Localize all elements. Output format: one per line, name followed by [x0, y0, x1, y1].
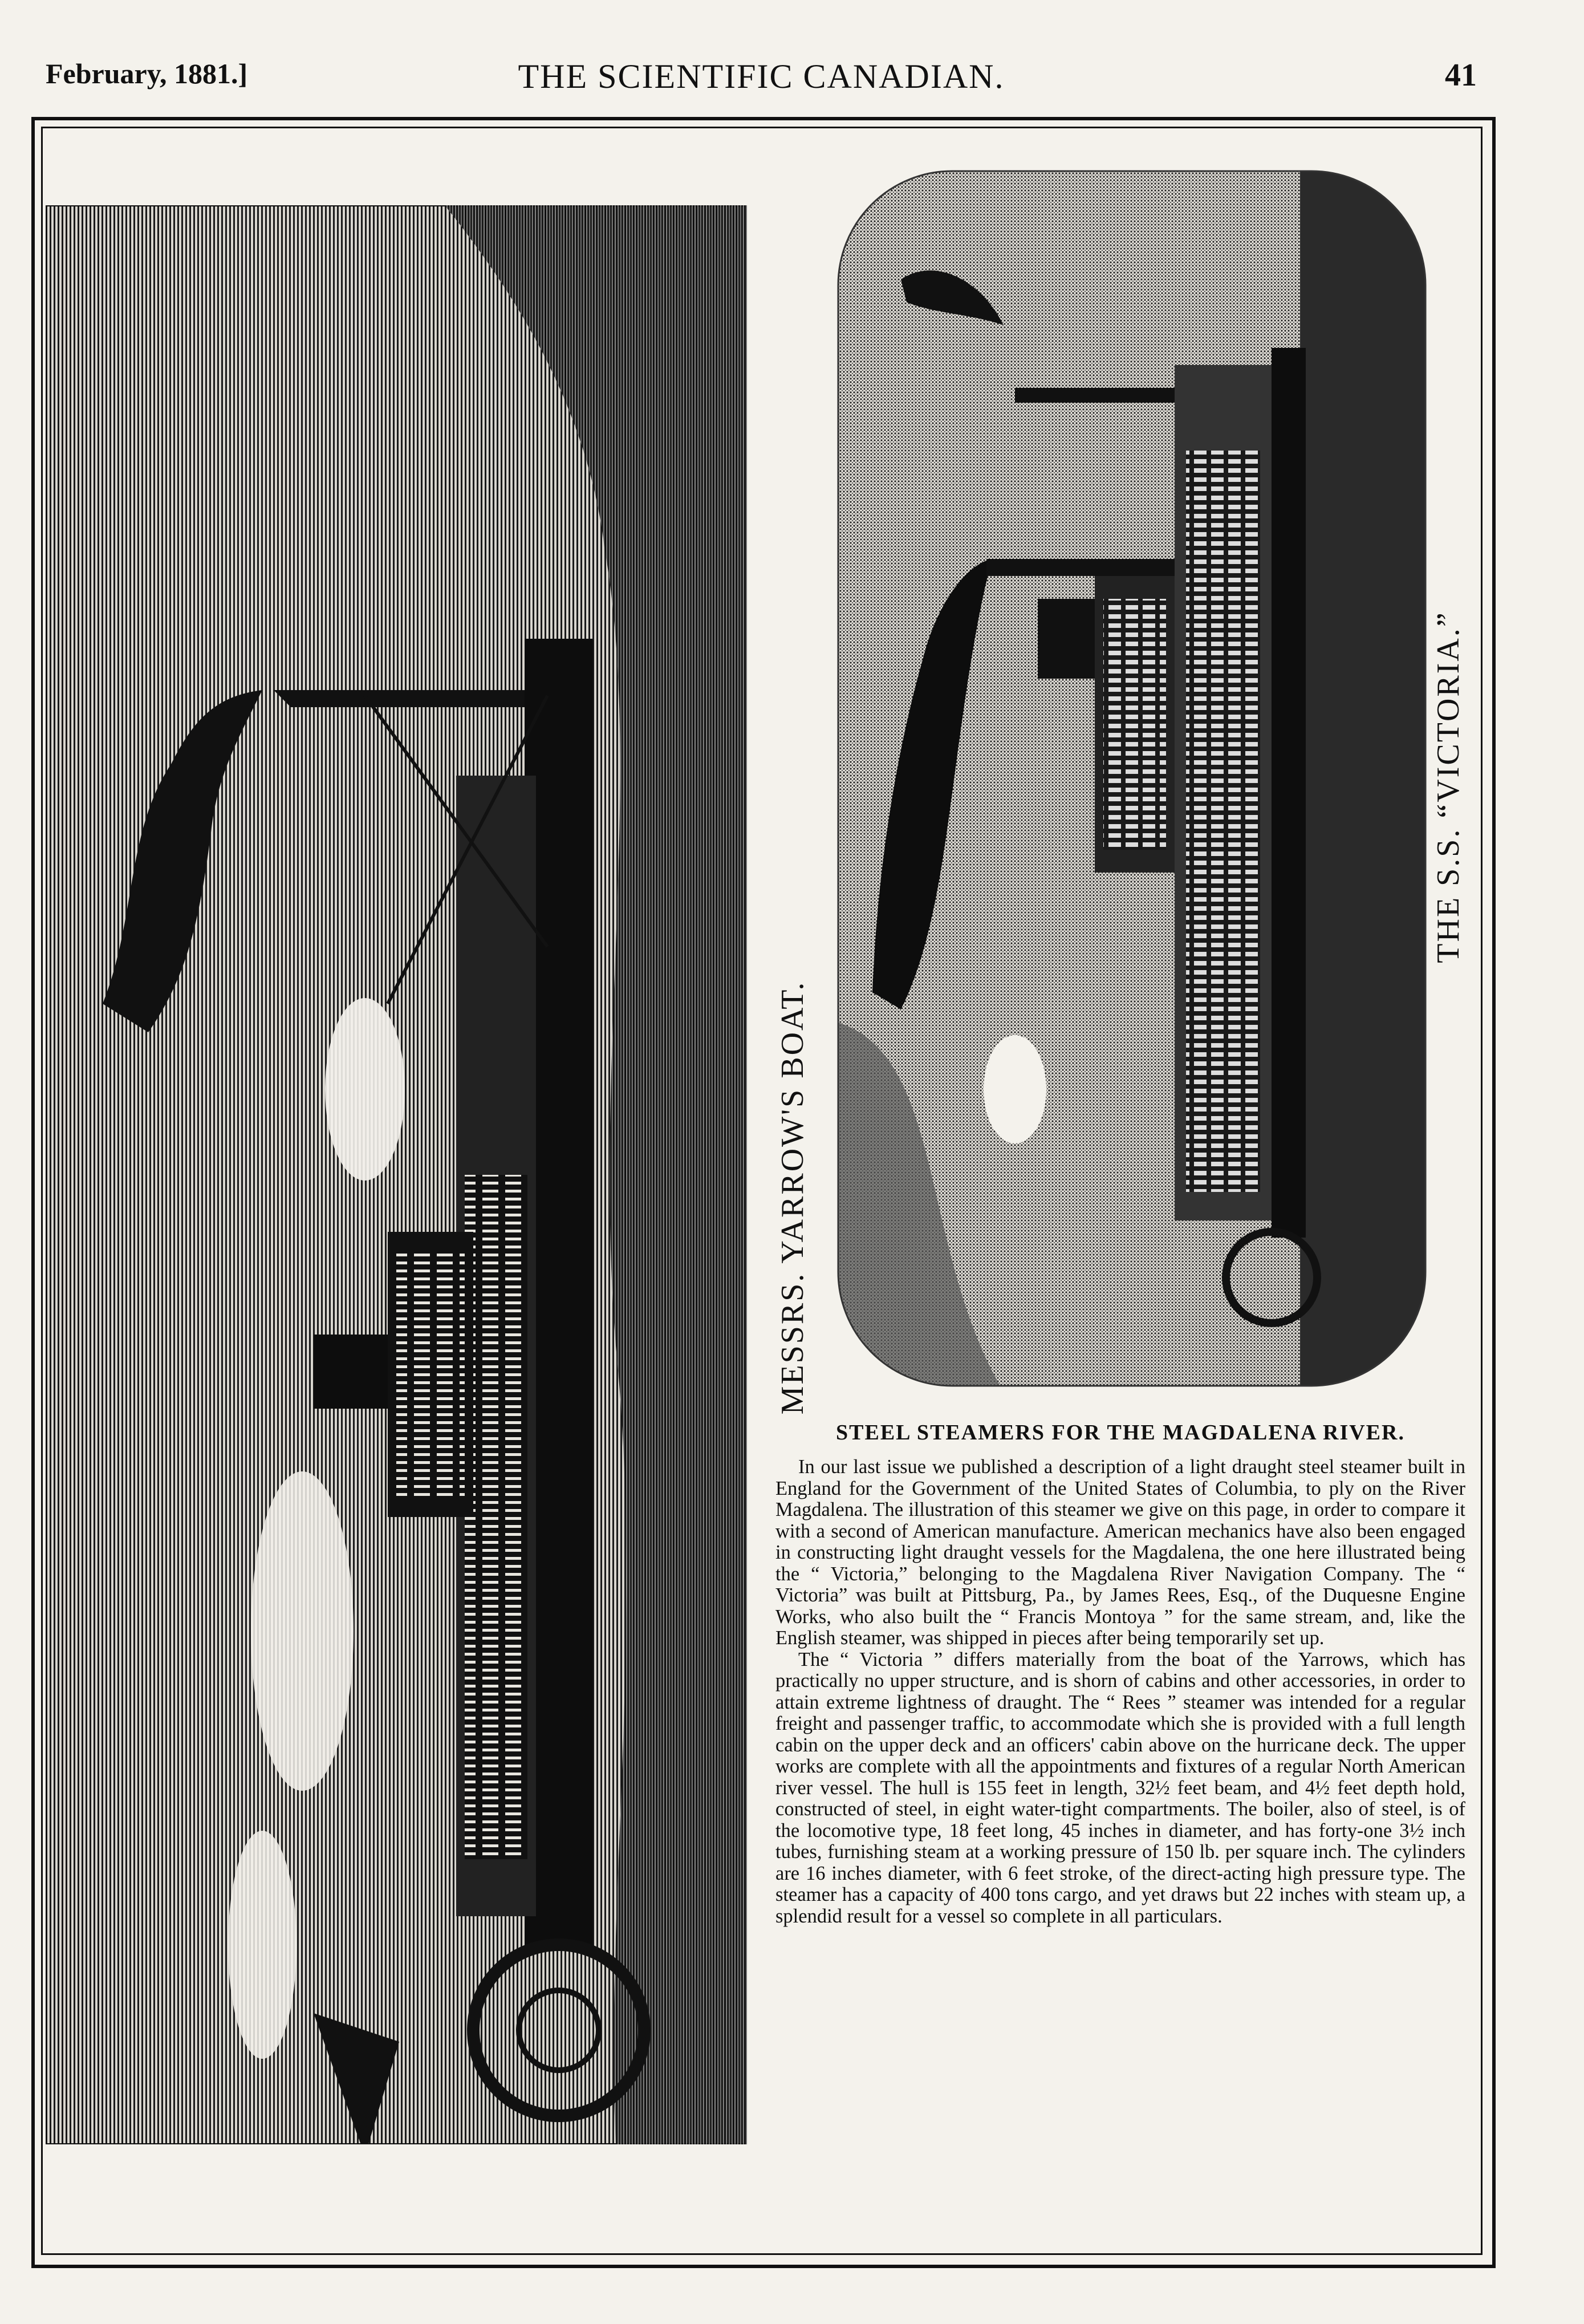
article-title: STEEL STEAMERS FOR THE MAGDALENA RIVER.	[836, 1421, 1405, 1445]
yarrow-boat-engraving	[46, 205, 747, 2144]
caption-victoria	[1414, 611, 1483, 963]
caption-yarrow-boat-text: MESSRS. YARROW'S BOAT.	[775, 980, 810, 1415]
caption-yarrow-boat	[758, 980, 827, 1415]
issue-date: February, 1881.]	[46, 58, 248, 90]
article-paragraph: The “ Victoria ” differs materially from the boat of the Yarrows, which has practically no upper structure, and is shorn of cabins and other accessories, in order to attain extreme lightness of draught. The “ Rees ” steamer was intended for a regular freight and passenger traffic, to accommodate which she is provided with a full length cabin on the upper deck and an officers' cabin above on the hurricane deck. The upper works are complete with all the appointments and fixtures of a regular North American river vessel. The hull is 155 feet in length, 32½ feet beam, and 4½ feet depth hold, constructed of steel, in eight water-tight compartments. The boiler, also of steel, is of the locomotive type, 18 feet long, 45 inches in diameter, and has forty-one 3½ inch tubes, furnishing steam at a working pressure of 150 lb. per square inch. The cylinders are 16 inches diameter, with 6 feet stroke, of the direct-acting high pressure type. The steamer has a capacity of 400 tons cargo, and yet draws but 22 inches with steam up, a splendid result for a vessel so complete in all particulars.	[775, 1648, 1465, 1927]
article	[775, 1420, 1465, 1927]
publication-title: THE SCIENTIFIC CANADIAN.	[518, 58, 1005, 95]
caption-victoria-text: THE S.S. “VICTORIA.”	[1431, 611, 1466, 963]
page-number: 41	[1445, 58, 1477, 93]
victoria-steamer-engraving	[832, 165, 1431, 1392]
page-header	[46, 57, 1477, 103]
article-paragraph: In our last issue we published a description of a light draught steel steamer built in England for the Government of the United States of Columbia, to ply on the River Magdalena. The illustration of this steamer we give on this page, in order to compare it with a second of American manufacture. American mechanics have also been engaged in constructing light draught vessels for the Magdalena, the one here illustrated being the “ Victoria,” belonging to the Magdalena River Navigation Company. The “ Victoria” was built at Pittsburg, Pa., by James Rees, Esq., of the Duquesne Engine Works, who also built the “ Francis Montoya ” for the same stream, and, like the English steamer, was shipped in pieces after being temporarily set up.	[775, 1456, 1465, 1649]
